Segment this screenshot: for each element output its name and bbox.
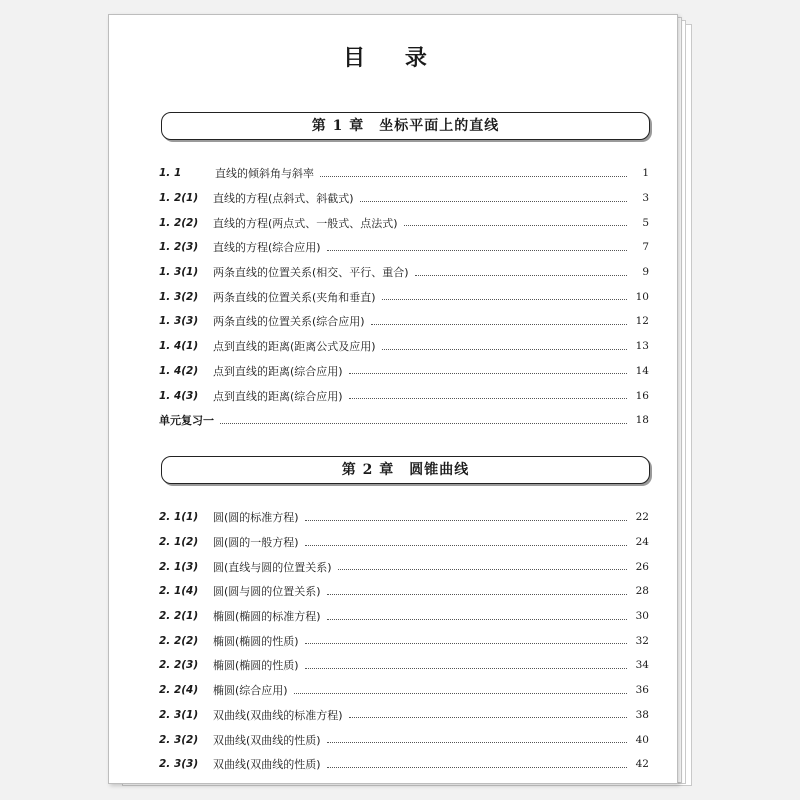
entry-number: 1. 2(2) [159, 216, 199, 229]
entry-page-number: 36 [635, 684, 649, 697]
toc-entry[interactable] [159, 678, 649, 703]
entry-number: 1. 4(1) [159, 340, 199, 353]
entry-title: 点到直线的距离(距离公式及应用) [213, 340, 376, 354]
entry-number: 2. 1(3) [159, 560, 199, 573]
leader-dots [371, 324, 627, 325]
toc-entry[interactable] [159, 604, 649, 629]
entry-page-number: 38 [635, 708, 649, 721]
entry-title: 圆(圆的一般方程) [213, 536, 299, 550]
entry-number: 2. 3(2) [159, 733, 199, 746]
toc-entry[interactable] [159, 309, 649, 334]
book-page-stack [108, 14, 692, 786]
toc-entry[interactable] [159, 554, 649, 579]
toc-entry[interactable] [159, 530, 649, 555]
entry-title: 椭圆(综合应用) [213, 684, 288, 698]
toc-page [108, 14, 678, 784]
chapter-2-heading: 第 2 章 圆锥曲线 [161, 456, 650, 484]
leader-dots [349, 717, 627, 718]
entry-page-number: 42 [635, 758, 649, 771]
entry-title: 两条直线的位置关系(相交、平行、重合) [213, 266, 409, 280]
toc-entry[interactable] [159, 334, 649, 359]
entry-number: 2. 2(2) [159, 634, 199, 647]
review-page-number: 18 [635, 414, 649, 427]
entry-page-number: 14 [635, 364, 649, 377]
entry-title: 双曲线(双曲线的性质) [213, 733, 321, 747]
toc-entry[interactable] [159, 210, 649, 235]
entry-page-number: 28 [635, 585, 649, 598]
entry-title: 直线的方程(综合应用) [213, 241, 321, 255]
entry-title: 直线的方程(两点式、一般式、点法式) [213, 216, 398, 230]
entry-number: 2. 2(3) [159, 659, 199, 672]
entry-page-number: 13 [635, 340, 649, 353]
chapter-1-heading: 第 1 章 坐标平面上的直线 [161, 112, 650, 140]
toc-review-entry[interactable] [159, 408, 649, 433]
chapter-2-entries [159, 505, 649, 777]
entry-number: 1. 1 [159, 167, 182, 180]
leader-dots [360, 201, 627, 202]
leader-dots [320, 176, 627, 177]
leader-dots [327, 742, 627, 743]
leader-dots [305, 520, 627, 521]
toc-entry[interactable] [159, 359, 649, 384]
entry-title: 两条直线的位置关系(夹角和垂直) [213, 290, 376, 304]
entry-number: 2. 1(2) [159, 536, 199, 549]
toc-entry[interactable] [159, 161, 649, 186]
toc-entry[interactable] [159, 653, 649, 678]
leader-dots [327, 594, 627, 595]
entry-page-number: 30 [635, 610, 649, 623]
review-title: 单元复习一 [159, 414, 214, 428]
entry-title: 双曲线(双曲线的性质) [213, 758, 321, 772]
entry-title: 圆(圆与圆的位置关系) [213, 585, 321, 599]
entry-title: 椭圆(椭圆的性质) [213, 659, 299, 673]
entry-page-number: 3 [642, 192, 649, 205]
chapter-1-entries [159, 161, 649, 433]
entry-title: 圆(直线与圆的位置关系) [213, 560, 332, 574]
entry-page-number: 26 [635, 560, 649, 573]
entry-title: 直线的倾斜角与斜率 [215, 167, 314, 181]
entry-title: 双曲线(双曲线的标准方程) [213, 708, 343, 722]
toc-entry[interactable] [159, 186, 649, 211]
entry-title: 直线的方程(点斜式、斜截式) [213, 192, 354, 206]
toc-entry[interactable] [159, 284, 649, 309]
entry-page-number: 22 [635, 511, 649, 524]
entry-number: 1. 4(3) [159, 389, 199, 402]
entry-title: 圆(圆的标准方程) [213, 511, 299, 525]
entry-page-number: 10 [635, 290, 649, 303]
leader-dots [305, 668, 627, 669]
toc-entry[interactable] [159, 628, 649, 653]
leader-dots [294, 693, 627, 694]
entry-title: 椭圆(椭圆的标准方程) [213, 610, 321, 624]
toc-entry[interactable] [159, 727, 649, 752]
leader-dots [404, 225, 627, 226]
entry-number: 2. 3(1) [159, 708, 199, 721]
entry-page-number: 5 [642, 216, 649, 229]
entry-title: 两条直线的位置关系(综合应用) [213, 315, 365, 329]
entry-number: 2. 1(4) [159, 585, 199, 598]
entry-number: 2. 2(4) [159, 684, 199, 697]
entry-number: 1. 4(2) [159, 364, 199, 377]
entry-page-number: 34 [635, 659, 649, 672]
leader-dots [382, 299, 627, 300]
entry-page-number: 40 [635, 733, 649, 746]
entry-page-number: 16 [635, 389, 649, 402]
entry-number: 1. 3(2) [159, 290, 199, 303]
leader-dots [338, 569, 627, 570]
entry-number: 2. 1(1) [159, 511, 199, 524]
toc-entry[interactable] [159, 703, 649, 728]
leader-dots [349, 398, 627, 399]
toc-entry[interactable] [159, 505, 649, 530]
entry-number: 1. 2(1) [159, 192, 199, 205]
entry-number: 1. 2(3) [159, 241, 199, 254]
toc-entry[interactable] [159, 383, 649, 408]
leader-dots [220, 423, 627, 424]
entry-page-number: 32 [635, 634, 649, 647]
leader-dots [382, 349, 627, 350]
leader-dots [415, 275, 627, 276]
toc-entry[interactable] [159, 235, 649, 260]
entry-page-number: 12 [635, 315, 649, 328]
page-title: 目 录 [343, 46, 443, 71]
leader-dots [327, 619, 627, 620]
entry-number: 2. 3(3) [159, 758, 199, 771]
entry-title: 点到直线的距离(综合应用) [213, 364, 343, 378]
toc-entry[interactable] [159, 579, 649, 604]
entry-page-number: 7 [642, 241, 649, 254]
leader-dots [305, 643, 627, 644]
leader-dots [305, 545, 627, 546]
entry-page-number: 24 [635, 536, 649, 549]
entry-number: 1. 3(1) [159, 266, 199, 279]
entry-title: 椭圆(椭圆的性质) [213, 634, 299, 648]
entry-page-number: 9 [642, 266, 649, 279]
leader-dots [349, 373, 627, 374]
leader-dots [327, 767, 627, 768]
toc-entry[interactable] [159, 752, 649, 777]
leader-dots [327, 250, 627, 251]
entry-title: 点到直线的距离(综合应用) [213, 389, 343, 403]
entry-number: 2. 2(1) [159, 610, 199, 623]
toc-entry[interactable] [159, 260, 649, 285]
entry-number: 1. 3(3) [159, 315, 199, 328]
entry-page-number: 1 [642, 167, 649, 180]
